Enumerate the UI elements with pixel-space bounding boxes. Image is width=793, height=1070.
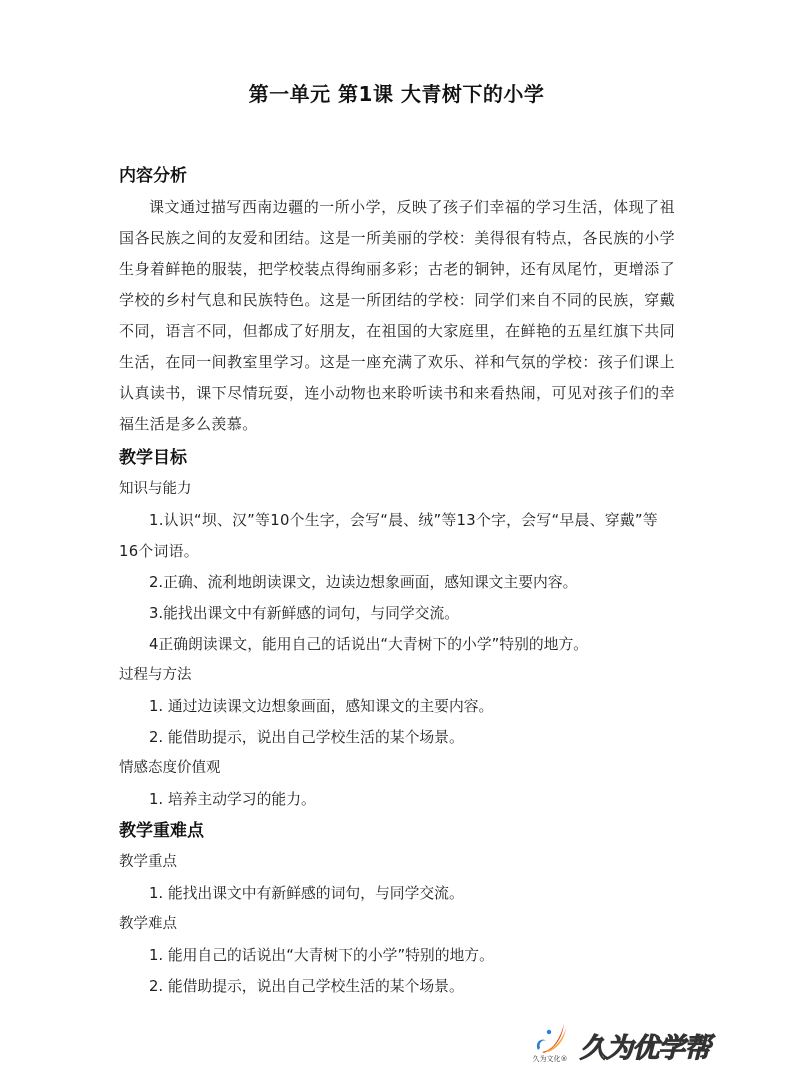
subheading-emotion-values: 情感态度价值观 (119, 760, 221, 776)
list-item: 3.能找出课文中有新鲜感的词句，与同学交流。 (149, 605, 460, 622)
brand-char: 久 (580, 1033, 606, 1064)
document-body (119, 160, 675, 1002)
list-item: 1. 能用自己的话说出“大青树下的小学”特别的地方。 (149, 947, 494, 964)
subheading-knowledge-ability: 知识与能力 (119, 481, 192, 497)
content-analysis-paragraph: 课文通过描写西南边疆的一所小学，反映了孩子们幸福的学习生活，体现了祖国各民族之间的友爱和团结。这是一所美丽的学校：美得很有特点，各民族的小学生身着鲜艳的服装，把学校装点得绚丽多彩；古老的铜钟，还有凤尾竹，更增添了学校的乡村气息和民族特色。这是一所团结的学校：同学们来自不同的民族，穿戴不同，语言不同，但都成了好朋友，在祖国的大家庭里，在鲜艳的五星红旗下共同生活，在同一间教室里学习。这是一座充满了欢乐、祥和气氛的学校：孩子们课上认真读书，课下尽情玩耍，连小动物也来聆听读书和来看热闹，可见对孩子们的幸福生活是多么羡慕。 (119, 198, 675, 433)
brand-char: 为 (606, 1033, 632, 1064)
list-item: 2. 能借助提示，说出自己学校生活的某个场景。 (149, 729, 464, 746)
footer-logo (524, 1020, 734, 1068)
section-heading-teaching-goals: 教学目标 (119, 448, 187, 468)
list-item: 1. 通过边读课文边想象画面，感知课文的主要内容。 (149, 698, 494, 715)
document-title: 第一单元 第1课 大青树下的小学 (248, 82, 545, 106)
section-heading-content-analysis: 内容分析 (119, 166, 187, 186)
list-item: 4正确朗读课文，能用自己的话说出“大青树下的小学”特别的地方。 (149, 636, 589, 653)
list-item: 1. 能找出课文中有新鲜感的词句，与同学交流。 (149, 885, 464, 902)
brand-char: 帮 (684, 1033, 710, 1064)
brand-char: 优 (632, 1033, 658, 1064)
list-item: 1. 培养主动学习的能力。 (149, 791, 316, 808)
brand-char: 学 (658, 1033, 684, 1064)
list-item: 2.正确、流利地朗读课文，边读边想象画面，感知课文主要内容。 (149, 574, 578, 591)
subheading-key-points: 教学重点 (119, 854, 177, 870)
subheading-process-method: 过程与方法 (119, 667, 192, 683)
brand-swoosh-icon (524, 1020, 576, 1066)
section-heading-key-difficulties: 教学重难点 (119, 821, 204, 841)
brand-small-text: 久为文化® (532, 1055, 568, 1063)
list-item: 1.认识“坝、汉”等10个生字，会写“晨、绒”等13个字，会写“早晨、穿戴”等16个词语。 (119, 512, 658, 560)
subheading-difficulties: 教学难点 (119, 916, 177, 932)
brand-wordmark (580, 1026, 710, 1065)
list-item: 2. 能借助提示，说出自己学校生活的某个场景。 (149, 978, 464, 995)
